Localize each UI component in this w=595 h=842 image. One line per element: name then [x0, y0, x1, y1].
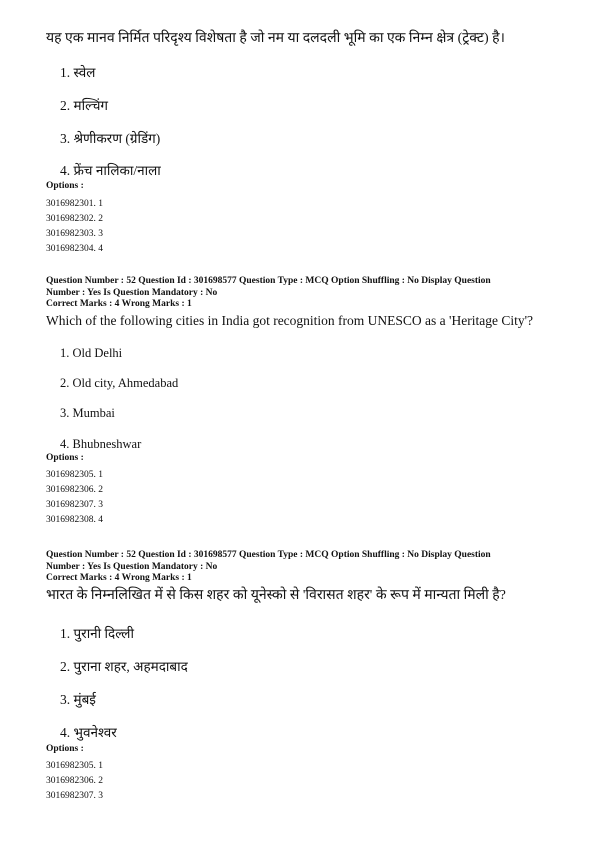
option-id: 3016982302. 2 — [46, 214, 103, 224]
option-wrap — [46, 437, 556, 452]
option-wrap — [46, 376, 556, 391]
option-id: 3016982306. 2 — [46, 485, 103, 495]
option-wrap — [46, 724, 556, 741]
options-label: Options : — [46, 181, 84, 191]
question-block-1 — [46, 30, 556, 48]
option-id: 3016982305. 1 — [46, 470, 103, 480]
option-wrap — [46, 625, 556, 642]
option-list — [46, 64, 556, 81]
option-wrap — [46, 97, 556, 114]
option-1: 1. स्वेल — [60, 65, 96, 80]
question-block-3 — [46, 550, 556, 605]
option-4: 4. भुवनेश्वर — [60, 725, 117, 740]
option-3: 3. Mumbai — [60, 406, 115, 420]
question-meta: Question Number : 52 Question Id : 301698577 Question Type : MCQ Option Shuffling : No Display Question — [46, 550, 491, 560]
question-text: Which of the following cities in India got recognition from UNESCO as a 'Heritage City'? — [46, 312, 534, 328]
option-wrap — [46, 162, 556, 179]
option-3: 3. श्रेणीकरण (ग्रेडिंग) — [60, 131, 161, 146]
option-wrap — [46, 130, 556, 147]
question-meta: Number : Yes Is Question Mandatory : No — [46, 561, 218, 572]
option-id: 3016982301. 1 — [46, 199, 103, 209]
option-1: 1. Old Delhi — [60, 346, 123, 360]
option-2: 2. मल्चिंग — [60, 98, 108, 113]
options-label: Options : — [46, 744, 84, 754]
option-id: 3016982304. 4 — [46, 244, 103, 254]
options-section — [46, 452, 556, 526]
options-label: Options : — [46, 453, 84, 463]
question-text: भारत के निम्नलिखित में से किस शहर को यूनेस्को से 'विरासत शहर' के रूप में मान्यता मिली है? — [46, 587, 506, 603]
option-wrap — [46, 691, 556, 708]
question-meta: Question Number : 52 Question Id : 301698577 Question Type : MCQ Option Shuffling : No Display Question — [46, 276, 491, 286]
question-block-2 — [46, 276, 556, 329]
option-2: 2. Old city, Ahmedabad — [60, 376, 179, 390]
option-id: 3016982307. 3 — [46, 791, 103, 801]
option-3: 3. मुंबई — [60, 692, 96, 707]
option-id: 3016982306. 2 — [46, 776, 103, 786]
question-text: यह एक मानव निर्मित परिदृश्य विशेषता है जो नम या दलदली भूमि का एक निम्न क्षेत्र (ट्रेक्ट) है। — [46, 31, 505, 46]
options-section — [46, 180, 556, 255]
option-4: 4. फ्रेंच नालिका/नाला — [60, 163, 161, 178]
option-id: 3016982305. 1 — [46, 761, 103, 771]
question-marks: Correct Marks : 4 Wrong Marks : 1 — [46, 573, 192, 583]
option-id: 3016982303. 3 — [46, 229, 103, 239]
option-id: 3016982308. 4 — [46, 515, 103, 525]
option-wrap — [46, 346, 556, 361]
question-meta: Number : Yes Is Question Mandatory : No — [46, 287, 218, 298]
option-1: 1. पुरानी दिल्ली — [60, 626, 134, 641]
question-marks: Correct Marks : 4 Wrong Marks : 1 — [46, 299, 192, 309]
option-wrap — [46, 658, 556, 675]
options-section — [46, 743, 556, 802]
option-2: 2. पुराना शहर, अहमदाबाद — [60, 659, 188, 674]
option-id: 3016982307. 3 — [46, 500, 103, 510]
option-wrap — [46, 406, 556, 421]
option-4: 4. Bhubneshwar — [60, 437, 142, 451]
